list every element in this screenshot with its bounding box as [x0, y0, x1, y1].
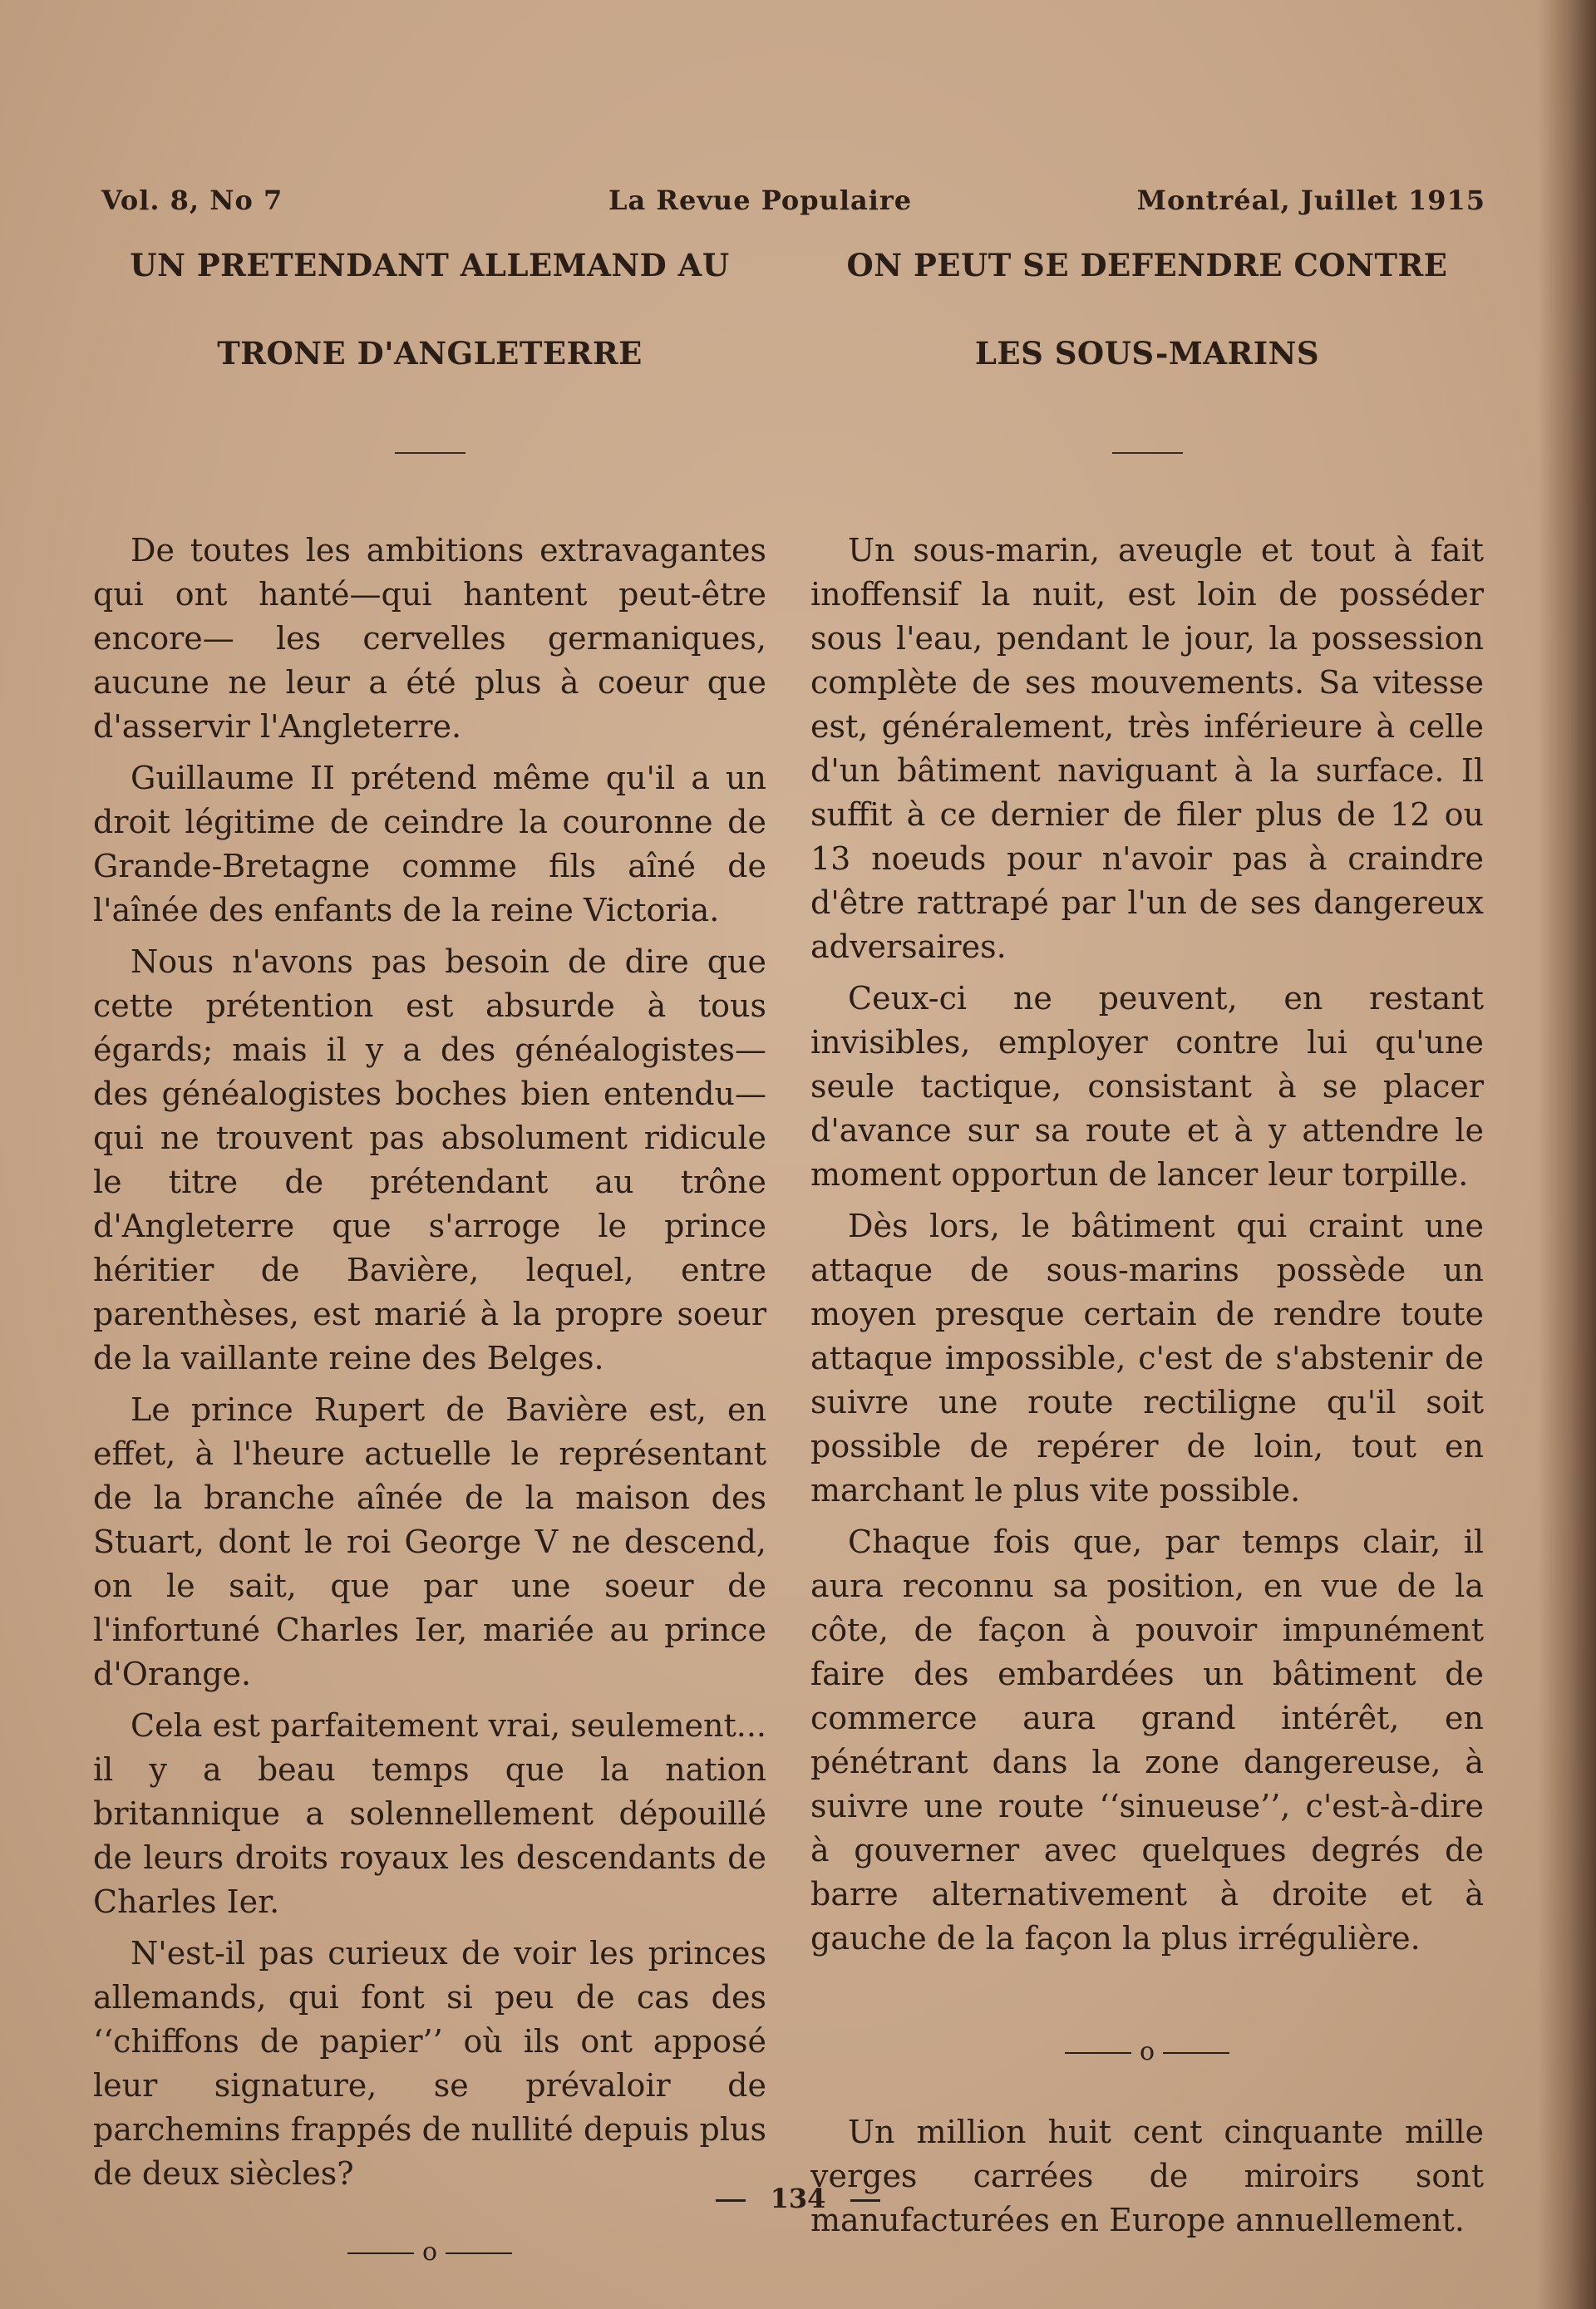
page-spine-shadow: [1538, 0, 1596, 2309]
separator-dash: [1065, 2052, 1131, 2054]
separator-dash: [446, 2252, 512, 2254]
right-tail-note: [810, 2110, 1484, 2243]
separator-mark: o: [421, 2238, 438, 2267]
separator-dash: [347, 2252, 414, 2254]
paragraph: Un sous-marin, aveugle et tout à fait inoffensif la nuit, est loin de posséder sous l'eau, pendant le jour, la possession complète de ses mouvements. Sa vitesse est, généralement, très inférieure à celle d'un bâtiment naviguant à la surface. Il suffit à ce dernier de filer plus de 12 ou 13 noeuds pour n'avoir pas à craindre d'être rattrapé par l'un de ses dangereux adversaires.: [810, 532, 1484, 965]
paragraph: Nous n'avons pas besoin de dire que cette prétention est absurde à tous égards; mais il y a des généalogistes—des généalogistes boches bien entendu—qui ne trouvent pas absolument ridicule le titre de prétendant au trône d'Angleterre que s'arroge le prince héritier de Bavière, lequel, entre parenthèses, est marié à la propre soeur de la vaillante reine des Belges.: [93, 943, 766, 1376]
right-article-body: [810, 529, 1484, 1961]
left-title-line-2: TRONE D'ANGLETERRE: [217, 335, 643, 372]
left-article-title: [93, 247, 766, 372]
page-number: 134: [770, 2183, 826, 2214]
right-separator: [810, 2036, 1484, 2069]
footer-dash: [716, 2199, 746, 2202]
right-title-line-1: ON PEUT SE DEFENDRE CONTRE: [846, 247, 1448, 283]
separator-dash: [1163, 2052, 1229, 2054]
paragraph: Ceux-ci ne peuvent, en restant invisibles, employer contre lui qu'une seule tactique, consistant à se placer d'avance sur sa route et à y attendre le moment opportun de lancer leur torpille.: [810, 980, 1484, 1193]
right-title-rule: [1112, 452, 1183, 454]
separator-mark: o: [1139, 2037, 1155, 2066]
paragraph: Dès lors, le bâtiment qui craint une attaque de sous-marins possède un moyen presque certain de rendre toute attaque impossible, c'est de s'abstenir de suivre une route rectiligne qu'il soit possible de repérer de loin, tout en marchant le plus vite possible.: [810, 1208, 1484, 1509]
page-number-footer: [0, 2183, 1596, 2214]
right-article-title: [810, 247, 1484, 372]
paragraph: N'est-il pas curieux de voir les princes allemands, qui font si peu de cas des ‘‘chiffons de papier’’ où ils ont apposé leur signature, se prévaloir de parchemins frappés de nullité depuis plus de deux siècles?: [93, 1935, 766, 2192]
left-separator: [93, 2236, 766, 2269]
left-column: [93, 249, 766, 2269]
paragraph: De toutes les ambitions extravagantes qui ont hanté—qui hantent peut-être encore— les cervelles germaniques, aucune ne leur a été plus à coeur que d'asservir l'Angleterre.: [93, 532, 766, 745]
paragraph: Cela est parfaitement vrai, seulement... il y a beau temps que la nation britannique a solennellement dépouillé de leurs droits royaux les descendants de Charles Ier.: [93, 1707, 766, 1920]
left-title-rule: [395, 452, 466, 454]
footer-dash: [850, 2199, 880, 2202]
left-title-line-1: UN PRETENDANT ALLEMAND AU: [130, 247, 730, 283]
header-date: Montréal, Juillet 1915: [1136, 185, 1485, 216]
header-magazine-title: La Revue Populaire: [608, 185, 913, 216]
page-header: [101, 185, 1485, 226]
right-column: [810, 249, 1484, 2243]
right-title-line-2: LES SOUS-MARINS: [974, 335, 1320, 372]
paragraph: Un million huit cent cinquante mille verges carrées de miroirs sont manufacturées en Europe annuellement.: [810, 2114, 1484, 2238]
header-volume: Vol. 8, No 7: [101, 185, 283, 216]
paragraph: Chaque fois que, par temps clair, il aura reconnu sa position, en vue de la côte, de façon à pouvoir impunément faire des embardées un bâtiment de commerce aura grand intérêt, en pénétrant dans la zone dangereuse, à suivre une route ‘‘sinueuse’’, c'est-à-dire à gouverner avec quelques degrés de barre alternativement à droite et à gauche de la façon la plus irrégulière.: [810, 1524, 1484, 1957]
left-article-body: [93, 529, 766, 2196]
paragraph: Guillaume II prétend même qu'il a un droit légitime de ceindre la couronne de Grande-Bretagne comme fils aîné de l'aînée des enfants de la reine Victoria.: [93, 760, 766, 928]
paragraph: Le prince Rupert de Bavière est, en effet, à l'heure actuelle le représentant de la branche aînée de la maison des Stuart, dont le roi George V ne descend, on le sait, que par une soeur de l'infortuné Charles Ier, mariée au prince d'Orange.: [93, 1391, 766, 1692]
